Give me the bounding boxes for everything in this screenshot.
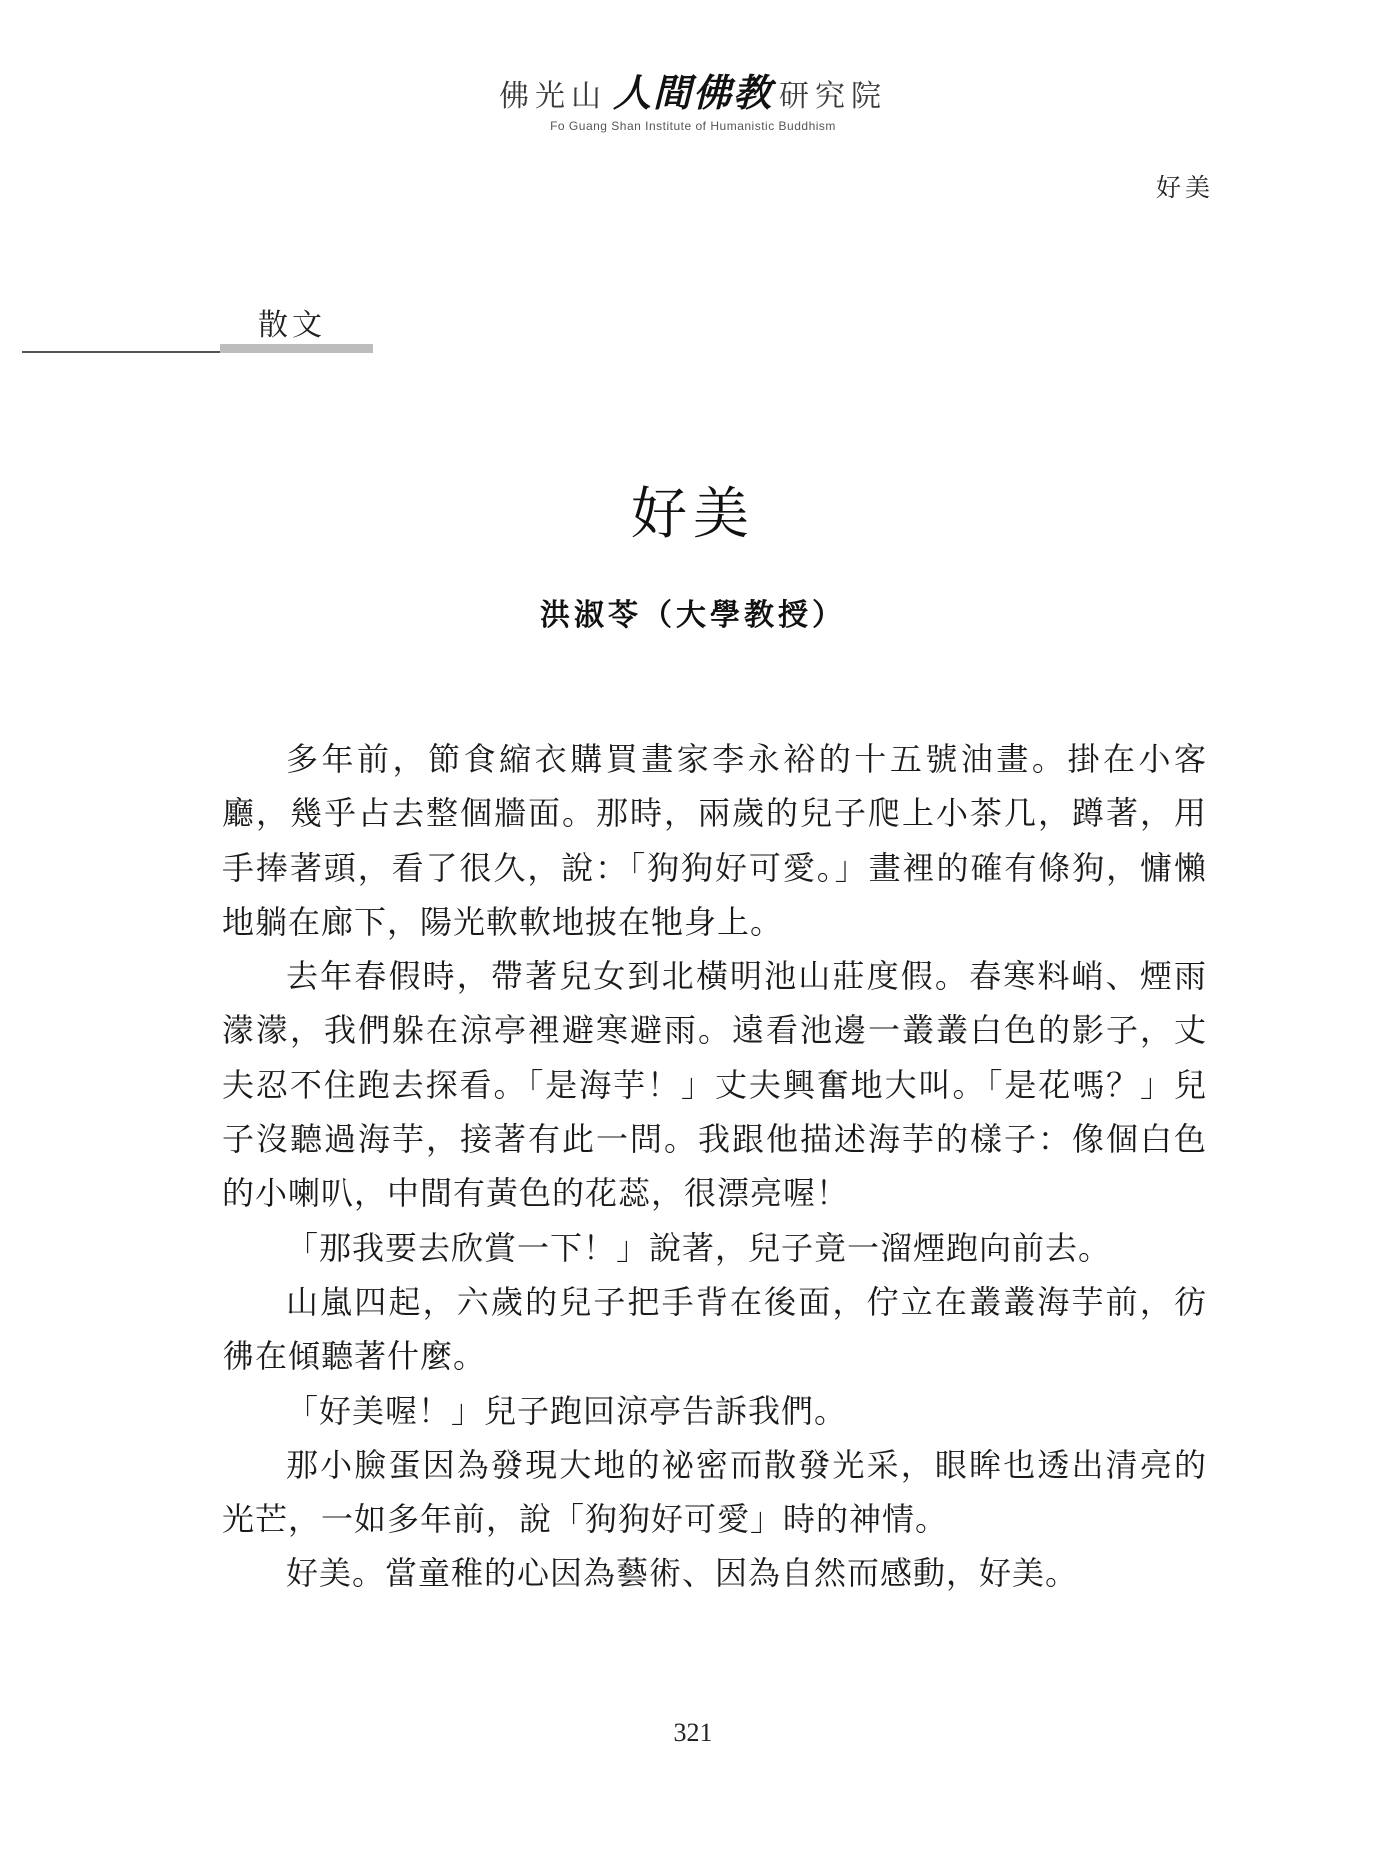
body-paragraph: 多年前，節食縮衣購買畫家李永裕的十五號油畫。掛在小客廳，幾乎占去整個牆面。那時，兩歲的兒子爬上小茶几，蹲著，用手捧著頭，看了很久，說：「狗狗好可愛。」畫裡的確有條狗，慵懶地躺在廊下，陽光軟軟地披在牠身上。	[222, 740, 1207, 941]
page-number: 321	[673, 1718, 713, 1747]
section-divider-accent	[220, 344, 373, 353]
section-label: 散文	[258, 308, 326, 343]
logo-calligraphy-text: 人間佛教	[612, 70, 773, 115]
article-title: 好美	[631, 482, 755, 547]
body-paragraph: 「那我要去欣賞一下！」說著，兒子竟一溜煙跑向前去。	[286, 1228, 1112, 1267]
article-body	[222, 732, 1207, 1601]
body-paragraph: 「好美喔！」兒子跑回涼亭告訴我們。	[286, 1391, 848, 1430]
author-byline: 洪淑苓（大學教授）	[540, 598, 846, 633]
logo-right-text: 研究院	[779, 79, 887, 114]
body-paragraph: 那小臉蛋因為發現大地的祕密而散發光采，眼眸也透出清亮的光芒，一如多年前，說「狗狗好可愛」時的神情。	[222, 1445, 1207, 1539]
institute-logo	[0, 62, 1386, 133]
body-paragraph: 去年春假時，帶著兒女到北橫明池山莊度假。春寒料峭、煙雨濛濛，我們躲在涼亭裡避寒避雨。遠看池邊一叢叢白色的影子，丈夫忍不住跑去探看。「是海芋！」丈夫興奮地大叫。「是花嗎？」兒子沒聽過海芋，接著有此一問。我跟他描述海芋的樣子：像個白色的小喇叭，中間有黃色的花蕊，很漂亮喔！	[222, 957, 1207, 1213]
body-paragraph: 山嵐四起，六歲的兒子把手背在後面，佇立在叢叢海芋前，彷彿在傾聽著什麼。	[222, 1282, 1207, 1376]
logo-subtitle: Fo Guang Shan Institute of Humanistic Buddhism	[550, 119, 836, 133]
body-paragraph: 好美。當童稚的心因為藝術、因為自然而感動，好美。	[286, 1554, 1079, 1593]
logo-title	[499, 62, 887, 117]
running-head: 好美	[1155, 173, 1214, 202]
logo-left-text: 佛光山	[498, 79, 607, 114]
